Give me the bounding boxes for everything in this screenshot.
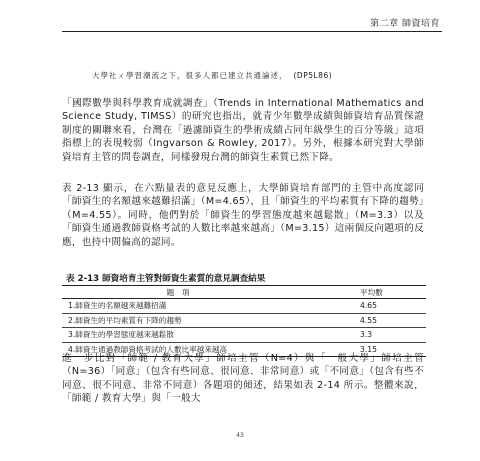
table-row <box>62 328 426 343</box>
chapter-header: 第二章 師資培育 <box>370 19 440 29</box>
survey-table <box>62 285 426 357</box>
row-mean: 4.55 <box>294 313 426 328</box>
row-mean: 3.3 <box>294 328 426 343</box>
quote-text: 大學社ㄨ學習潮流之下，很多人都已建立共通論述， <box>92 71 288 80</box>
header-divider <box>62 31 442 32</box>
row-item: 2.師資生的平均素質有下降的趨勢 <box>62 313 294 328</box>
table-row <box>62 313 426 328</box>
row-mean: 4.65 <box>294 299 426 314</box>
paragraph-table-summary: 表 2-13 顯示，在六點量表的意見反應上，大學師資培育部門的主管中高度認同「師資生的名額越來越難招滿」（M=4.65），且「師資生的平均素質有下降的趨勢」（M=4.55）。同時，他們對於「師資生的學習態度越來越鬆散」（M=3.3）以及「師資生通過教師資格考試的人數比率越來越高」（M=3.15）這兩個反向題項的反應，也持中間偏高的認同。 <box>62 183 424 248</box>
row-item: 4.師資生通過教師資格考試的人數比率越來越高 <box>62 342 294 357</box>
table-header-row <box>62 286 426 299</box>
column-header-mean: 平均數 <box>294 286 426 299</box>
quote-code: (DP5L86) <box>293 71 333 80</box>
row-mean: 3.15 <box>294 342 426 357</box>
table-caption: 表 2-13 師資培育主管對師資生素質的意見調查結果 <box>66 274 266 284</box>
row-item: 1.師資生的名額越來越難招滿 <box>62 299 294 314</box>
row-item: 3.師資生的學習態度越來越鬆散 <box>62 328 294 343</box>
column-header-item: 題 項 <box>62 286 294 299</box>
page-number: 43 <box>236 432 244 439</box>
interview-quote <box>92 70 332 81</box>
paragraph-timss: 「國際數學與科學教育成就調查」（Trends in International Mathematics and Science Study, TIMSS）的研究也指出，就青少年數學成績與師資培育品質保證制度的關聯來看，台灣在「過濾師資生的學術成績占同年級學生的百分等級」這項指標上的表現較弱（Ingvarson & Rowley, 2017）。另外，根據本研究對大學師資培育主管的問卷調查，同樣發現台灣的師資生素質已然下降。 <box>62 98 424 163</box>
paragraph-comparison: 進一步比對「師範 / 教育大學」師培主管（N=4）與「一般大學」師培主管（N=36）「同意」（包含有些同意、很同意、非常同意）或「不同意」（包含有些不同意、很不同意、非常不同意）各題項的傾述，結果如表 2-14 所示。整體來說，「師範 / 教育大學」與「一般大 <box>62 353 424 405</box>
table-row <box>62 299 426 314</box>
